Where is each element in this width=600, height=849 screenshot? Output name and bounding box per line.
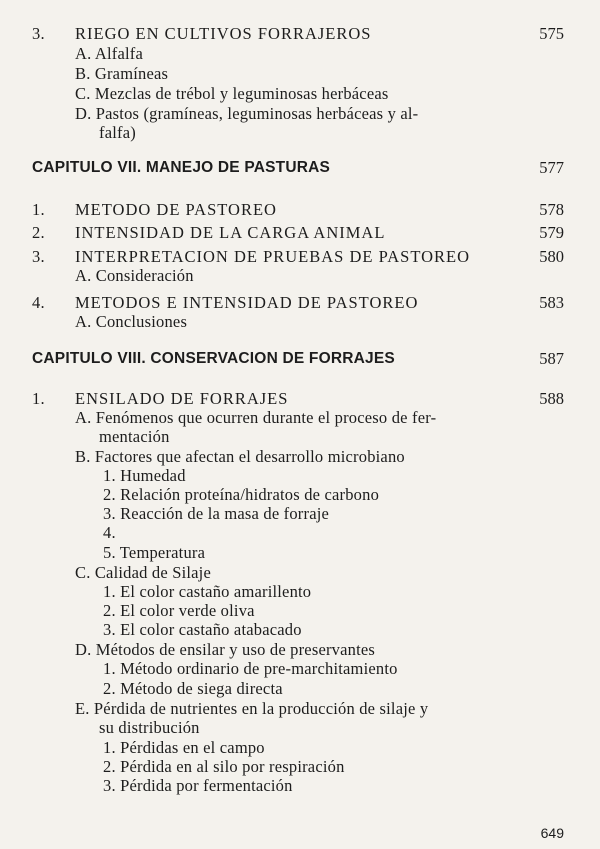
toc-subitem: C. Mezclas de trébol y leguminosas herbáceas: [75, 84, 389, 103]
page-number: 583: [539, 293, 564, 312]
page-number: 588: [539, 389, 564, 408]
chapter-heading: CAPITULO VII. MANEJO DE PASTURAS: [32, 159, 331, 176]
section-title: INTERPRETACION DE PRUEBAS DE PASTOREO: [75, 247, 471, 266]
toc-subitem-continuation: mentación: [99, 427, 170, 446]
chapter-heading: CAPITULO VIII. CONSERVACION DE FORRAJES: [32, 350, 395, 367]
toc-subitem: E. Pérdida de nutrientes en la producción de silaje y: [75, 699, 429, 718]
section-number: 4.: [32, 293, 45, 312]
toc-subsubitem: 4.: [103, 523, 116, 542]
page-number: 579: [539, 223, 564, 242]
toc-subitem: A. Consideración: [75, 266, 194, 285]
section-title: RIEGO EN CULTIVOS FORRAJEROS: [75, 24, 372, 43]
toc-subitem: D. Métodos de ensilar y uso de preservantes: [75, 640, 376, 659]
page-number: 575: [539, 24, 564, 43]
section-title: METODOS E INTENSIDAD DE PASTOREO: [75, 293, 419, 312]
toc-subitem: C. Calidad de Silaje: [75, 563, 211, 582]
toc-subsubitem: 2. El color verde oliva: [103, 601, 255, 620]
toc-subitem-continuation: su distribución: [99, 718, 200, 737]
section-number: 1.: [32, 200, 45, 219]
toc-subsubitem: 1. Humedad: [103, 466, 186, 485]
section-number: 3.: [32, 247, 45, 266]
toc-subsubitem: 2. Relación proteína/hidratos de carbono: [103, 485, 380, 504]
page-number: 587: [539, 349, 564, 368]
toc-subsubitem: 3. Reacción de la masa de forraje: [103, 504, 330, 523]
page-number: 577: [539, 158, 564, 177]
toc-subitem: D. Pastos (gramíneas, leguminosas herbáceas y al-: [75, 104, 419, 123]
toc-subsubitem: 1. Pérdidas en el campo: [103, 738, 265, 757]
toc-subitem: B. Factores que afectan el desarrollo microbiano: [75, 447, 405, 466]
toc-subitem: A. Alfalfa: [75, 44, 143, 63]
section-number: 2.: [32, 223, 45, 242]
toc-subitem: B. Gramíneas: [75, 64, 169, 83]
toc-subsubitem: 2. Método de siega directa: [103, 679, 283, 698]
page-number: 578: [539, 200, 564, 219]
section-number: 1.: [32, 389, 45, 408]
toc-subsubitem: 3. Pérdida por fermentación: [103, 776, 293, 795]
toc-subitem: A. Fenómenos que ocurren durante el proceso de fer-: [75, 408, 437, 427]
toc-subsubitem: 5. Temperatura: [103, 543, 206, 562]
section-title: INTENSIDAD DE LA CARGA ANIMAL: [75, 223, 386, 242]
toc-subsubitem: 3. El color castaño atabacado: [103, 620, 302, 639]
section-title: METODO DE PASTOREO: [75, 200, 277, 219]
folio-page-number: 649: [540, 825, 564, 841]
toc-subsubitem: 1. Método ordinario de pre-marchitamiento: [103, 659, 398, 678]
toc-subsubitem: 1. El color castaño amarillento: [103, 582, 312, 601]
toc-subsubitem: 2. Pérdida en al silo por respiración: [103, 757, 345, 776]
page-number: 580: [539, 247, 564, 266]
section-number: 3.: [32, 24, 45, 43]
toc-subitem: A. Conclusiones: [75, 312, 188, 331]
toc-subitem-continuation: falfa): [99, 123, 136, 142]
section-title: ENSILADO DE FORRAJES: [75, 389, 289, 408]
